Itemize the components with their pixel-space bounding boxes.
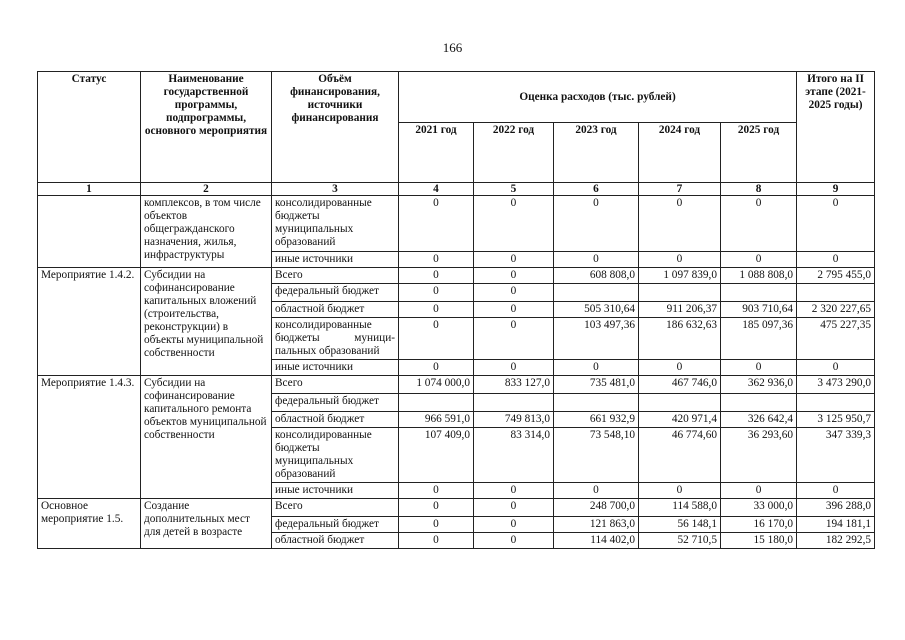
- status-cell: Мероприятие 1.4.2.: [38, 268, 141, 376]
- value-cell: 0: [639, 360, 721, 376]
- header-year-2022: 2022 год: [474, 123, 554, 183]
- value-cell: 0: [474, 499, 554, 517]
- value-cell: 0: [721, 483, 797, 499]
- value-cell: 467 746,0: [639, 376, 721, 394]
- source-cell: Всего: [272, 268, 399, 284]
- header-volume: Объём финансирования, источники финансирования: [272, 72, 399, 183]
- value-cell: 0: [474, 252, 554, 268]
- value-cell: 0: [399, 318, 474, 360]
- column-number: 4: [399, 183, 474, 196]
- source-cell: иные источники: [272, 252, 399, 268]
- value-cell: 0: [399, 533, 474, 549]
- value-cell: [639, 394, 721, 412]
- value-cell: 0: [399, 196, 474, 252]
- total-cell: 182 292,5: [797, 533, 875, 549]
- value-cell: 1 074 000,0: [399, 376, 474, 394]
- status-cell: [38, 196, 141, 268]
- header-row: [38, 72, 875, 123]
- value-cell: 0: [474, 533, 554, 549]
- name-cell: Субсидии на софинансирование капитальных вложений (строительства, реконструкции) в объекты муниципальной собственности: [141, 268, 272, 376]
- value-cell: 0: [399, 360, 474, 376]
- value-cell: 0: [721, 196, 797, 252]
- value-cell: 833 127,0: [474, 376, 554, 394]
- column-number: 3: [272, 183, 399, 196]
- header-year-2021: 2021 год: [399, 123, 474, 183]
- source-cell: Всего: [272, 499, 399, 517]
- total-cell: 475 227,35: [797, 318, 875, 360]
- column-number: 5: [474, 183, 554, 196]
- total-cell: [797, 284, 875, 302]
- table-body: [38, 196, 875, 549]
- value-cell: 56 148,1: [639, 517, 721, 533]
- value-cell: 0: [721, 252, 797, 268]
- value-cell: 0: [721, 360, 797, 376]
- total-cell: 347 339,3: [797, 428, 875, 483]
- value-cell: 107 409,0: [399, 428, 474, 483]
- value-cell: [721, 394, 797, 412]
- source-cell: консолидированные бюджеты муниципальных образований: [272, 196, 399, 252]
- header-name: Наименование государственной программы, подпрограммы, основного мероприятия: [141, 72, 272, 183]
- value-cell: 0: [399, 252, 474, 268]
- table-row: [38, 376, 875, 394]
- budget-table: [37, 71, 875, 549]
- value-cell: 0: [399, 302, 474, 318]
- source-cell: областной бюджет: [272, 412, 399, 428]
- column-number: 7: [639, 183, 721, 196]
- column-number: 1: [38, 183, 141, 196]
- value-cell: 1 097 839,0: [639, 268, 721, 284]
- value-cell: 661 932,9: [554, 412, 639, 428]
- value-cell: 0: [399, 284, 474, 302]
- value-cell: [639, 284, 721, 302]
- value-cell: 0: [399, 483, 474, 499]
- value-cell: 608 808,0: [554, 268, 639, 284]
- value-cell: 16 170,0: [721, 517, 797, 533]
- value-cell: [721, 284, 797, 302]
- header-year-2023: 2023 год: [554, 123, 639, 183]
- table-row: [38, 499, 875, 517]
- value-cell: 0: [639, 483, 721, 499]
- value-cell: 911 206,37: [639, 302, 721, 318]
- status-cell: Основное мероприятие 1.5.: [38, 499, 141, 549]
- value-cell: 0: [474, 517, 554, 533]
- value-cell: 326 642,4: [721, 412, 797, 428]
- name-cell: Субсидии на софинансирование капитального ремонта объектов муниципальной собственности: [141, 376, 272, 499]
- value-cell: 0: [474, 268, 554, 284]
- source-cell: иные источники: [272, 483, 399, 499]
- source-cell: консолидированные бюджеты муници-пальных образований: [272, 318, 399, 360]
- value-cell: 114 588,0: [639, 499, 721, 517]
- total-cell: 2 320 227,65: [797, 302, 875, 318]
- value-cell: 966 591,0: [399, 412, 474, 428]
- value-cell: 0: [399, 517, 474, 533]
- value-cell: 248 700,0: [554, 499, 639, 517]
- value-cell: 0: [554, 252, 639, 268]
- total-cell: 0: [797, 252, 875, 268]
- total-cell: 194 181,1: [797, 517, 875, 533]
- value-cell: 186 632,63: [639, 318, 721, 360]
- total-cell: 396 288,0: [797, 499, 875, 517]
- table-row: [38, 268, 875, 284]
- value-cell: 0: [474, 196, 554, 252]
- value-cell: 0: [554, 360, 639, 376]
- source-cell: федеральный бюджет: [272, 517, 399, 533]
- source-cell: консолидированные бюджеты муниципальных образований: [272, 428, 399, 483]
- value-cell: [554, 394, 639, 412]
- source-cell: Всего: [272, 376, 399, 394]
- source-cell: областной бюджет: [272, 533, 399, 549]
- value-cell: 0: [474, 302, 554, 318]
- value-cell: 362 936,0: [721, 376, 797, 394]
- source-cell: федеральный бюджет: [272, 284, 399, 302]
- value-cell: 73 548,10: [554, 428, 639, 483]
- header-year-2024: 2024 год: [639, 123, 721, 183]
- column-number: 2: [141, 183, 272, 196]
- status-cell: Мероприятие 1.4.3.: [38, 376, 141, 499]
- value-cell: [554, 284, 639, 302]
- value-cell: 0: [554, 483, 639, 499]
- name-cell: комплексов, в том числе объектов общегражданского назначения, жилья, инфраструктуры: [141, 196, 272, 268]
- source-cell: федеральный бюджет: [272, 394, 399, 412]
- table-row: [38, 196, 875, 252]
- value-cell: 1 088 808,0: [721, 268, 797, 284]
- total-cell: 0: [797, 196, 875, 252]
- header-total: Итого на II этапе (2021-2025 годы): [797, 72, 875, 183]
- header-estimate: Оценка расходов (тыс. рублей): [399, 72, 797, 123]
- value-cell: [399, 394, 474, 412]
- total-cell: 0: [797, 360, 875, 376]
- value-cell: 0: [474, 284, 554, 302]
- value-cell: 0: [639, 196, 721, 252]
- column-number-row: [38, 183, 875, 196]
- total-cell: 3 125 950,7: [797, 412, 875, 428]
- value-cell: 0: [474, 483, 554, 499]
- value-cell: 420 971,4: [639, 412, 721, 428]
- value-cell: 0: [554, 196, 639, 252]
- value-cell: 15 180,0: [721, 533, 797, 549]
- value-cell: 0: [474, 318, 554, 360]
- value-cell: 121 863,0: [554, 517, 639, 533]
- column-number: 6: [554, 183, 639, 196]
- total-cell: 2 795 455,0: [797, 268, 875, 284]
- page-number: 166: [442, 40, 463, 55]
- source-cell: иные источники: [272, 360, 399, 376]
- value-cell: 36 293,60: [721, 428, 797, 483]
- value-cell: 735 481,0: [554, 376, 639, 394]
- value-cell: [474, 394, 554, 412]
- column-number: 8: [721, 183, 797, 196]
- value-cell: 52 710,5: [639, 533, 721, 549]
- value-cell: 185 097,36: [721, 318, 797, 360]
- header-year-2025: 2025 год: [721, 123, 797, 183]
- value-cell: 903 710,64: [721, 302, 797, 318]
- header-status: Статус: [38, 72, 141, 183]
- value-cell: 0: [399, 499, 474, 517]
- value-cell: 749 813,0: [474, 412, 554, 428]
- total-cell: 3 473 290,0: [797, 376, 875, 394]
- value-cell: 0: [639, 252, 721, 268]
- value-cell: 46 774,60: [639, 428, 721, 483]
- column-number: 9: [797, 183, 875, 196]
- value-cell: 114 402,0: [554, 533, 639, 549]
- source-cell: областной бюджет: [272, 302, 399, 318]
- value-cell: 0: [474, 360, 554, 376]
- value-cell: 83 314,0: [474, 428, 554, 483]
- value-cell: 33 000,0: [721, 499, 797, 517]
- value-cell: 505 310,64: [554, 302, 639, 318]
- total-cell: [797, 394, 875, 412]
- total-cell: 0: [797, 483, 875, 499]
- name-cell: Создание дополнительных мест для детей в возрасте: [141, 499, 272, 549]
- value-cell: 0: [399, 268, 474, 284]
- value-cell: 103 497,36: [554, 318, 639, 360]
